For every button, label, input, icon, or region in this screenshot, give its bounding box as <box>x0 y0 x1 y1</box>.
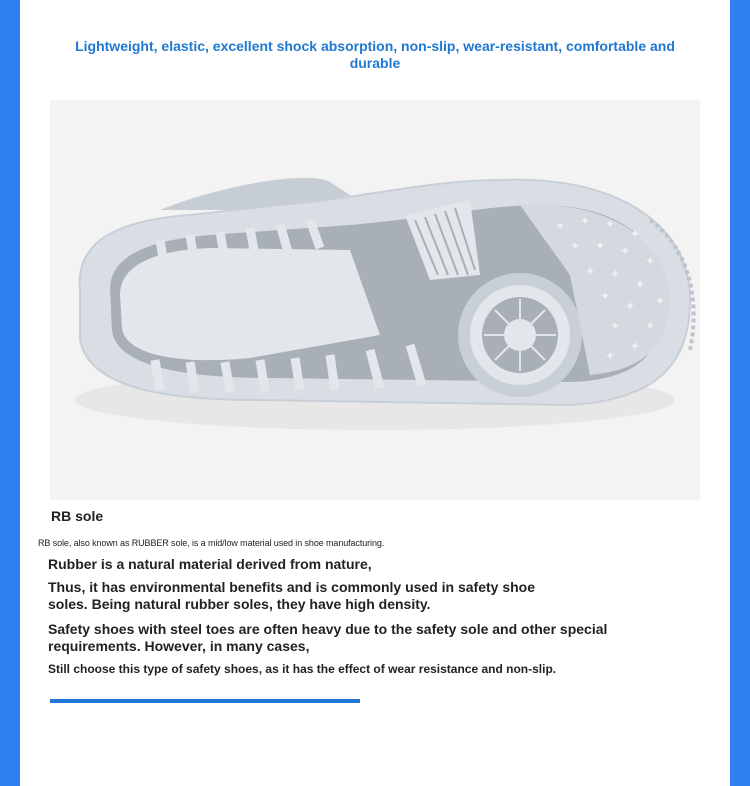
section-title: RB sole <box>51 508 104 524</box>
paragraph-line-1: Rubber is a natural material derived from nature, <box>48 556 372 572</box>
svg-text:✦: ✦ <box>605 349 616 363</box>
content-panel <box>20 0 730 786</box>
svg-text:✦: ✦ <box>595 239 606 253</box>
shoe-sole-illustration <box>50 100 700 500</box>
heel-circle <box>458 273 582 397</box>
svg-text:✦: ✦ <box>645 254 656 268</box>
svg-text:✦: ✦ <box>645 319 656 333</box>
svg-text:✦: ✦ <box>635 277 646 291</box>
paragraph-line-5: requirements. However, in many cases, <box>48 638 310 654</box>
svg-text:✦: ✦ <box>625 299 636 313</box>
headline: Lightweight, elastic, excellent shock absorption, non-slip, wear-resistant, comfortable and durable <box>75 38 675 71</box>
svg-text:✦: ✦ <box>580 214 591 228</box>
paragraph-line-2: Thus, it has environmental benefits and is commonly used in safety shoe <box>48 579 535 595</box>
svg-text:✦: ✦ <box>570 239 581 253</box>
svg-text:✦: ✦ <box>620 244 631 258</box>
shoe-sole-image <box>50 100 700 500</box>
svg-text:✦: ✦ <box>600 289 611 303</box>
svg-text:✦: ✦ <box>630 339 641 353</box>
paragraph-line-4: Safety shoes with steel toes are often heavy due to the safety sole and other special <box>48 621 608 637</box>
accent-rule <box>50 699 360 703</box>
section-note: RB sole, also known as RUBBER sole, is a mid/low material used in shoe manufacturing. <box>38 538 385 548</box>
svg-text:✦: ✦ <box>655 294 666 308</box>
svg-text:✦: ✦ <box>630 227 641 241</box>
svg-text:✦: ✦ <box>585 264 596 278</box>
paragraph-line-6: Still choose this type of safety shoes, as it has the effect of wear resistance and non-slip. <box>48 662 557 676</box>
paragraph-line-3: soles. Being natural rubber soles, they have high density. <box>48 596 431 612</box>
svg-text:✦: ✦ <box>605 217 616 231</box>
svg-text:✦: ✦ <box>610 319 621 333</box>
svg-text:✦: ✦ <box>610 267 621 281</box>
svg-text:✦: ✦ <box>555 219 566 233</box>
